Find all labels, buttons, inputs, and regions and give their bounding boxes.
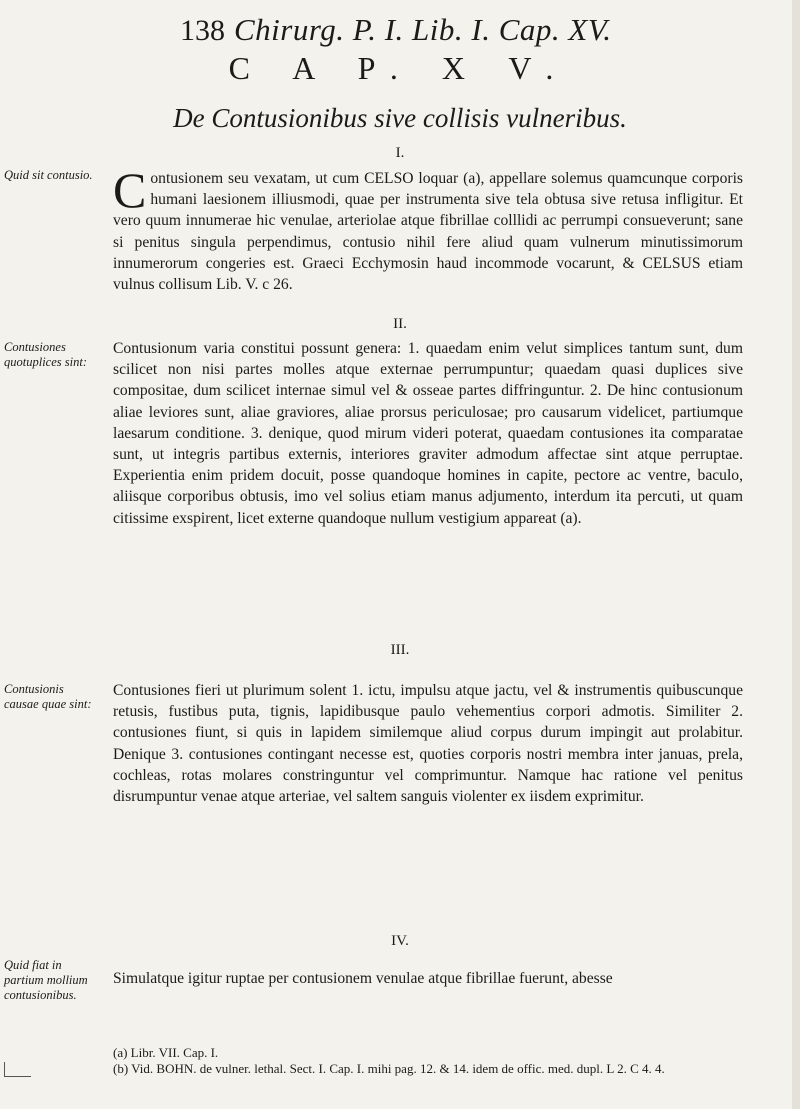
page-number: 138 bbox=[180, 14, 225, 47]
section-numeral-4: IV. bbox=[391, 933, 409, 949]
margin-note-2: Contusiones quotuplices sint: bbox=[4, 340, 87, 369]
section-numeral-2: II. bbox=[393, 316, 407, 332]
drop-cap: C bbox=[113, 162, 147, 218]
running-title: Chirurg. P. I. Lib. I. Cap. XV. bbox=[234, 12, 612, 47]
running-head bbox=[0, 6, 800, 46]
margin-bracket bbox=[4, 1062, 31, 1077]
section-numeral-1: I. bbox=[395, 145, 405, 161]
section-text-2: Contusionum varia constitui possunt genera: 1. quaedam enim velut simplices tantum sunt, dum scilicet non nisi partes molles atque externae perrumpuntur; quaedam quasi duplices sive compositae, dum scilicet internae simul vel & osseae partes diffringuntur. 2. De hinc contusionum aliae leviores sunt, aliae graviores, aliae prorsus periculosae; pro causarum videlicet, partiumque laesarum conditione. 3. denique, quod mirum videri poterat, quaedam contusiones ita comparatae sunt, ut integris partibus externis, interiores graviter admodum affectae sint atque perruptae. Experientia enim pridem docuit, posse quandoque homines in capite, pectore ac ventre, baculo, aliisque corporibus obtusis, imo vel solius etiam manus adjumento, interdum ita percuti, ut quam citissime exspirent, licet externe quandoque nullum vestigium appareat (a). bbox=[113, 340, 743, 527]
margin-note-3: Contusionis causae quae sint: bbox=[4, 682, 92, 711]
section-numeral-3: III. bbox=[390, 642, 410, 658]
section-text-1 bbox=[113, 162, 743, 295]
section-text-4: Simulatque igitur ruptae per contusionem venulae atque fibrillae fuerunt, abesse bbox=[113, 970, 613, 987]
section-text-3: Contusiones fieri ut plurimum solent 1. ictu, impulsu atque jactu, vel & instrumentis quibuscunque retusis, fustibus puta, tignis, lapidibusque paulo vehementius corpori admotis. Similiter 2. contusiones fiunt, si quis in lapidem similemque aliud corpus durum impingit aut prolabitur. Denique 3. contusiones contingant necesse est, quoties corporis nostri membra inter januas, prela, cochleas, rotas molares constringuntur vel comprimuntur. Namque hac ratione vel penitus disrumpuntur venae atque arteriae, vel saltem sanguis violenter ex iisdem exprimitur. bbox=[113, 682, 743, 806]
margin-note-1: Quid sit contusio. bbox=[4, 168, 93, 182]
margin-note-4: Quid fiat in partium mollium contusionibus. bbox=[4, 958, 88, 1002]
footnotes bbox=[113, 1045, 753, 1077]
footnote-b: (b) Vid. BOHN. de vulner. lethal. Sect. I. Cap. I. mihi pag. 12. & 14. idem de offic. med. dupl. L 2. C 4. 4. bbox=[113, 1061, 665, 1076]
chapter-heading: C A P. X V. bbox=[228, 50, 572, 86]
footnote-a: (a) Libr. VII. Cap. I. bbox=[113, 1045, 219, 1060]
section-body-1: ontusionem seu vexatam, ut cum CELSO loquar (a), appellare solemus quamcunque corporis humani laesionem illiusmodi, quae per instrumenta sive tela obtusa sive retusa infligitur. Et vero quum innumerae hic venulae, arteriolae atque fibrillae colllidi ac perrumpi consueverunt; sane si penitus singula perpendimus, contusio nihil fere aliud quam vulnerum minutissimorum innumerorum congeries est. Graeci Ecchymosin haud incommode vocarunt, & CELSUS etiam vulnus collisum Lib. V. c 26. bbox=[113, 170, 743, 294]
chapter-title: De Contusionibus sive collisis vulneribus. bbox=[173, 103, 627, 133]
